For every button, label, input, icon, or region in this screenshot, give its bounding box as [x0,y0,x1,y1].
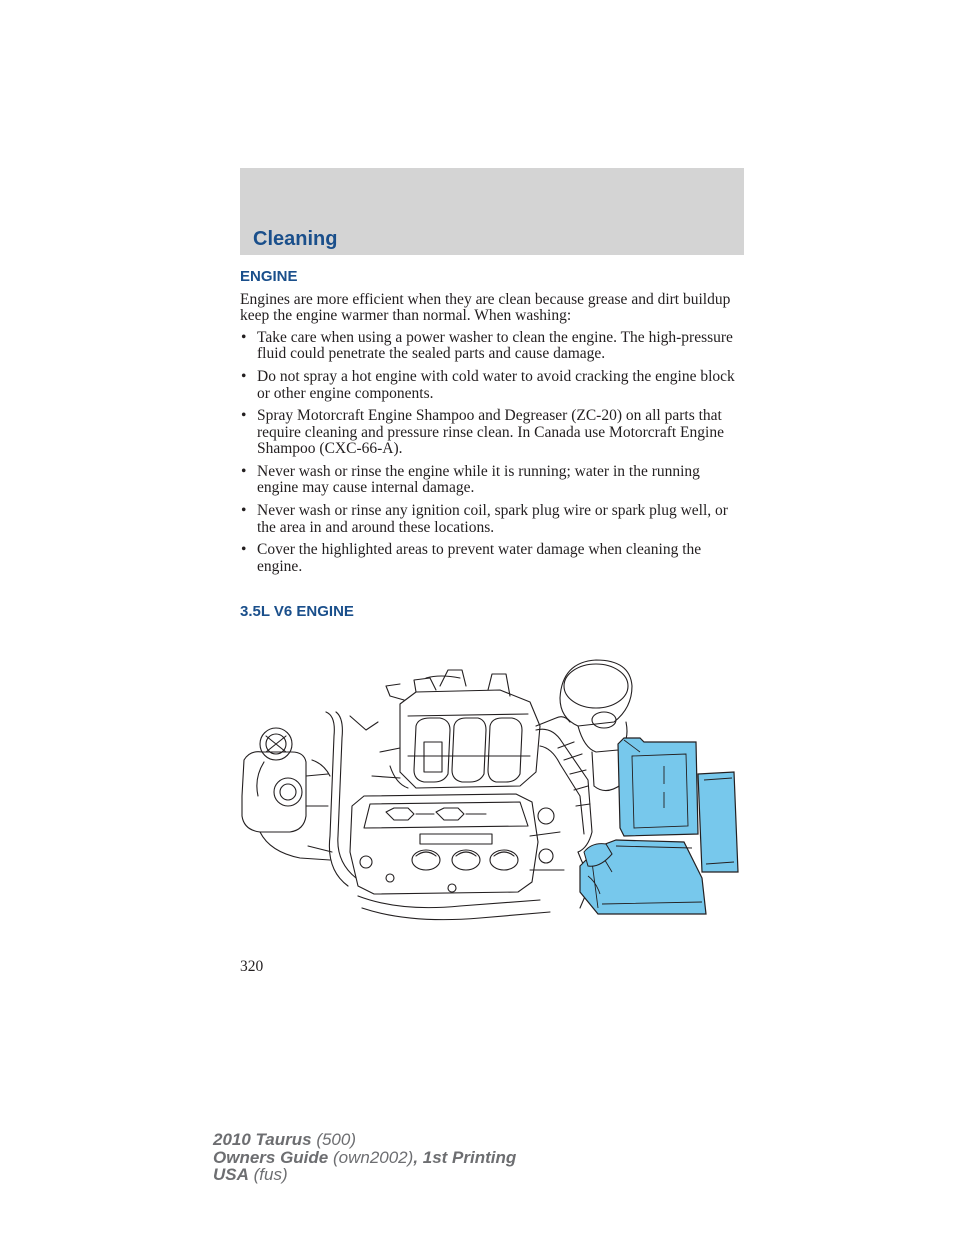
footer-line-model: 2010 Taurus (500) [213,1130,357,1149]
bullet-icon: • [241,329,247,346]
page-number: 320 [240,958,264,975]
bullet-icon: • [241,541,247,559]
list-item-text: Do not spray a hot engine with cold water to avoid cracking the engine block or other engine components. [257,368,735,402]
engine-intro-paragraph: Engines are more efficient when they are clean because grease and dirt buildup keep the engine warmer than normal. When washing: [240,291,731,325]
list-item [240,503,740,536]
engine-heading: ENGINE [240,268,298,285]
bullet-icon: • [241,502,247,520]
list-item-text: Spray Motorcraft Engine Shampoo and Degreaser (ZC-20) on all parts that require cleaning and pressure rinse clean. In Canada use Motorcraft Engine Shampoo (CXC-66-A). [257,407,724,458]
footer-line-guide: Owners Guide (own2002), 1st Printing [213,1147,517,1167]
section-title: Cleaning [253,228,338,250]
v6-engine-heading: 3.5L V6 ENGINE [240,603,354,620]
bullet-icon: • [241,463,247,481]
list-item [240,369,740,402]
list-item-text: Cover the highlighted areas to prevent water damage when cleaning the engine. [257,541,702,575]
battery-highlight [618,738,698,836]
bullet-icon: • [241,368,247,386]
highlighted-cover-areas [580,738,738,914]
washing-precautions-list [240,330,740,582]
engine-line-art [242,660,632,920]
list-item-text: Never wash or rinse any ignition coil, spark plug wire or spark plug well, or the area in and around these locations. [257,502,728,536]
list-item-text: Never wash or rinse the engine while it is running; water in the running engine may cause internal damage. [257,463,700,497]
list-item [240,464,740,497]
document-footer [213,1131,516,1184]
engine-compartment-illustration [240,656,746,932]
fuse-box-highlight [698,772,738,872]
footer-line-market: USA (fus) [213,1165,288,1185]
list-item [240,542,740,575]
list-item [240,330,740,363]
bullet-icon: • [241,407,247,425]
list-item [240,408,740,457]
list-item-text: Take care when using a power washer to clean the engine. The high-pressure fluid could penetrate the sealed parts and cause damage. [257,329,733,363]
